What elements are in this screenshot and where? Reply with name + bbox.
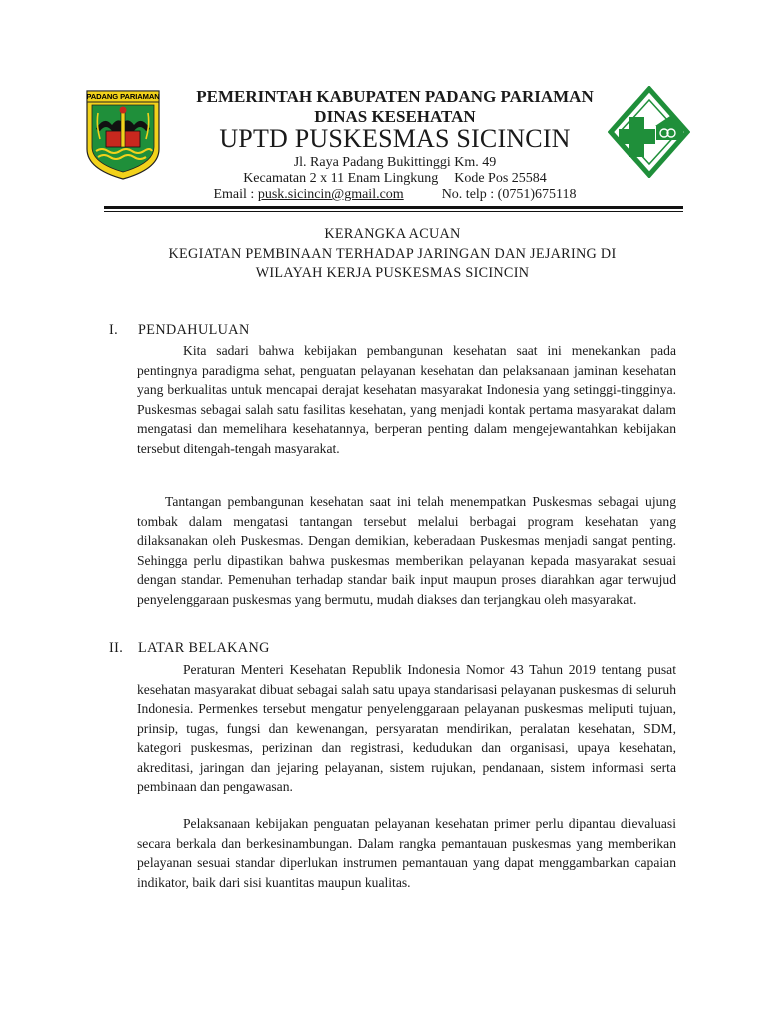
address-postcode: Kode Pos 25584 xyxy=(454,171,547,186)
contact-line xyxy=(160,187,630,203)
section-title: LATAR BELAKANG xyxy=(138,640,270,656)
paragraph: Pelaksanaan kebijakan penguatan pelayanan kesehatan primer perlu dipantau dievaluasi secara berkala dan berkesinambungan. Dalam rangka pemantauan puskesmas yang memberikan pelayanan sesuai standar diperlukan instrumen pemantauan yang dapat menggambarkan capaian indikator, baik dari sisi kuantitas maupun kualitas. xyxy=(137,816,676,890)
email-link[interactable]: pusk.sicincin@gmail.com xyxy=(257,187,404,202)
section-title: PENDAHULUAN xyxy=(138,322,250,338)
letterhead-rule-thin xyxy=(104,211,683,212)
paragraph: Peraturan Menteri Kesehatan Republik Indonesia Nomor 43 Tahun 2019 tentang pusat kesehatan masyarakat dibuat sebagai salah satu upaya standarisasi pelayanan puskesmas di seluruh Indonesia. Permenkes tersebut mengatur penyelenggaraan pelayanan puskesmas meliputi tujuan, prinsip, tugas, fungsi dan kewenangan, persyaratan mendirikan, peralatan kesehatan, SDM, kategori puskesmas, perizinan dan registrasi, kedudukan dan organisasi, upaya kesehatan, akreditasi, jaringan dan jejaring pelayanan, sistem rujukan, pendanaan, sistem informasi serta pembinaan dan pengawasan. xyxy=(137,662,676,794)
section-number: I. xyxy=(109,322,119,338)
institution-name: UPTD PUSKESMAS SICINCIN xyxy=(219,124,571,153)
paragraph: Tantangan pembangunan kesehatan saat ini telah menempatkan Puskesmas sebagai ujung tombak dalam mengatasi tantangan tersebut melalui berbagai program kesehatan yang dilaksanakan oleh Puskesmas. Dengan demikian, keberadaan Puskesmas menjadi sangat penting. Sehingga perlu dipastikan bahwa puskesmas memberikan pelayanan kepada masyarakat sesuai dengan standar. Pemenuhan terhadap standar baik input maupun proses diarahkan agar terwujud penyelenggaraan puskesmas yang bermutu, mudah diakses dan terjangkau oleh masyarakat. xyxy=(137,494,676,607)
paragraph: Kita sadari bahwa kebijakan pembangunan kesehatan saat ini menekankan pada pentingnya paradigma sehat, penguatan pelayanan kesehatan dan pelaksanaan jaminan kesehatan yang berkualitas untuk mencapai derajat kesehatan masyarakat Indonesia yang setinggi-tingginya. Puskesmas sebagai salah satu fasilitas kesehatan, yang menjadi kontak pertama masyarakat dalam mengatasi dan memelihara kesehatannya, berperan penting dalam mengejewantahkan kebijakan tersebut ditengah-tengah masyarakat. xyxy=(137,343,676,456)
department-name: DINAS KESEHATAN xyxy=(314,107,476,126)
phone-number: No. telp : (0751)675118 xyxy=(441,187,577,202)
document-title: KERANGKA ACUAN xyxy=(324,226,461,242)
section-heading-pendahuluan xyxy=(109,322,250,339)
address-district: Kecamatan 2 x 11 Enam Lingkung xyxy=(243,171,439,186)
address-line-1: Jl. Raya Padang Bukittinggi Km. 49 xyxy=(293,155,497,170)
document-subtitle-line-1: KEGIATAN PEMBINAAN TERHADAP JARINGAN DAN JEJARING DI xyxy=(168,246,617,262)
puskesmas-emblem-icon xyxy=(608,86,690,178)
document-subtitle-line-2: WILAYAH KERJA PUSKESMAS SICINCIN xyxy=(255,265,530,281)
section-heading-latar-belakang xyxy=(109,640,270,657)
government-name: PEMERINTAH KABUPATEN PADANG PARIAMAN xyxy=(196,87,594,106)
regency-emblem-icon xyxy=(84,89,162,181)
section-number: II. xyxy=(109,640,124,656)
address-line-2 xyxy=(160,171,630,187)
regency-emblem-label: PADANG PARIAMAN xyxy=(86,92,160,101)
email-label: Email : xyxy=(213,187,255,202)
letterhead-rule-thick xyxy=(104,206,683,209)
